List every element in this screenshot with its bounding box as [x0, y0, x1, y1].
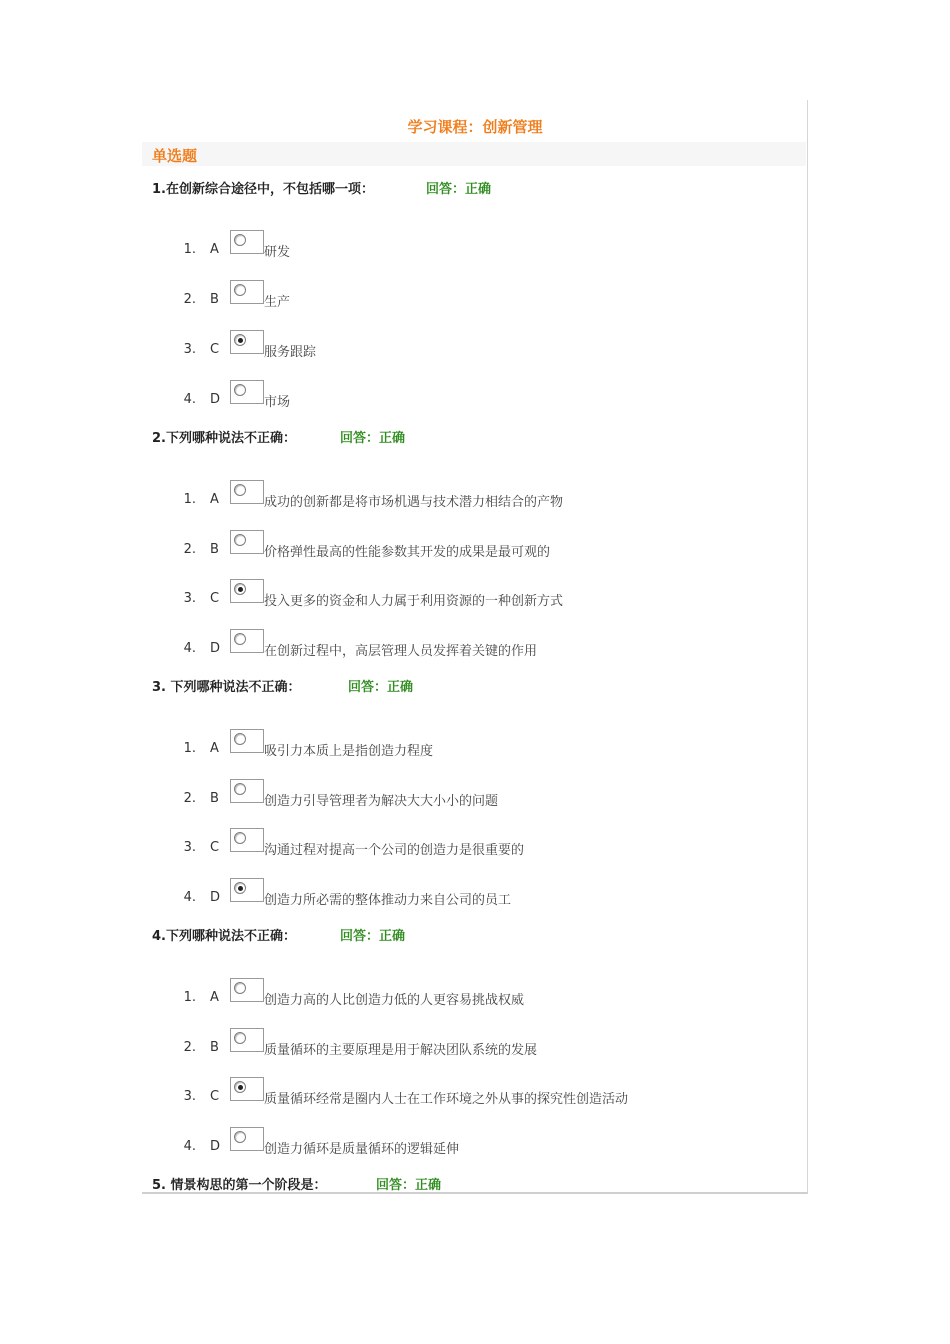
option-text: 生产: [264, 295, 291, 310]
radio-box: [230, 480, 264, 504]
option-number: 3.: [183, 1089, 196, 1104]
page-title: 学习课程：创新管理: [407, 118, 543, 136]
option-row[interactable]: [142, 880, 806, 906]
option-number: 4.: [183, 890, 196, 905]
option-letter: C: [210, 342, 220, 357]
radio-box: [230, 530, 264, 554]
question-prompt: 4.下列哪种说法不正确：: [152, 929, 296, 944]
option-letter: A: [210, 492, 219, 507]
option-number: 2.: [183, 791, 196, 806]
option-letter: C: [210, 591, 220, 606]
radio-button-selected[interactable]: [234, 882, 246, 894]
radio-box: [230, 579, 264, 603]
option-row[interactable]: [142, 1129, 806, 1155]
section-header-band: [142, 142, 806, 166]
option-row[interactable]: [142, 1030, 806, 1056]
option-row[interactable]: [142, 631, 806, 657]
quiz-panel: [142, 100, 808, 1194]
option-number: 3.: [183, 591, 196, 606]
option-number: 1.: [183, 741, 196, 756]
radio-box: [230, 729, 264, 753]
radio-button[interactable]: [234, 384, 246, 396]
option-row[interactable]: [142, 482, 806, 508]
option-number: 3.: [183, 840, 196, 855]
option-row[interactable]: [142, 332, 806, 358]
option-row[interactable]: [142, 382, 806, 408]
radio-button[interactable]: [234, 733, 246, 745]
radio-button[interactable]: [234, 633, 246, 645]
option-letter: B: [210, 1040, 219, 1055]
option-number: 4.: [183, 1139, 196, 1154]
answer-status: 回答：正确: [340, 431, 406, 446]
option-text: 服务跟踪: [264, 345, 317, 360]
answer-status: 回答：正确: [348, 680, 414, 695]
option-number: 4.: [183, 392, 196, 407]
option-letter: B: [210, 791, 219, 806]
option-text: 质量循环经常是圈内人士在工作环境之外从事的探究性创造活动: [264, 1092, 629, 1107]
option-number: 3.: [183, 342, 196, 357]
option-number: 1.: [183, 492, 196, 507]
option-letter: A: [210, 242, 219, 257]
option-letter: B: [210, 542, 219, 557]
option-text: 投入更多的资金和人力属于利用资源的一种创新方式: [264, 594, 564, 609]
option-row[interactable]: [142, 731, 806, 757]
option-text: 创造力高的人比创造力低的人更容易挑战权威: [264, 993, 525, 1008]
option-number: 4.: [183, 641, 196, 656]
option-text: 吸引力本质上是指创造力程度: [264, 744, 434, 759]
radio-button[interactable]: [234, 484, 246, 496]
radio-button-selected[interactable]: [234, 1081, 246, 1093]
option-text: 成功的创新都是将市场机遇与技术潜力相结合的产物: [264, 495, 564, 510]
question-prompt: 2.下列哪种说法不正确：: [152, 431, 296, 446]
radio-button[interactable]: [234, 783, 246, 795]
option-text: 研发: [264, 245, 291, 260]
option-text: 在创新过程中，高层管理人员发挥着关键的作用: [264, 644, 538, 659]
radio-box: [230, 629, 264, 653]
option-row[interactable]: [142, 830, 806, 856]
option-number: 2.: [183, 1040, 196, 1055]
radio-button-selected[interactable]: [234, 334, 246, 346]
option-letter: D: [210, 392, 221, 407]
radio-box: [230, 828, 264, 852]
radio-button[interactable]: [234, 982, 246, 994]
option-row[interactable]: [142, 282, 806, 308]
question-prompt: 3. 下列哪种说法不正确：: [152, 680, 301, 695]
option-row[interactable]: [142, 232, 806, 258]
option-letter: D: [210, 1139, 221, 1154]
radio-button[interactable]: [234, 534, 246, 546]
radio-box: [230, 330, 264, 354]
option-row[interactable]: [142, 581, 806, 607]
radio-box: [230, 1127, 264, 1151]
radio-button[interactable]: [234, 832, 246, 844]
radio-box: [230, 230, 264, 254]
radio-box: [230, 1028, 264, 1052]
radio-box: [230, 280, 264, 304]
radio-button[interactable]: [234, 1131, 246, 1143]
option-row[interactable]: [142, 781, 806, 807]
option-letter: C: [210, 1089, 220, 1104]
radio-box: [230, 878, 264, 902]
option-letter: A: [210, 990, 219, 1005]
radio-button-selected[interactable]: [234, 583, 246, 595]
question-prompt: 5. 情景构思的第一个阶段是：: [152, 1178, 327, 1193]
option-letter: C: [210, 840, 220, 855]
option-number: 2.: [183, 542, 196, 557]
answer-status: 回答：正确: [376, 1178, 442, 1193]
radio-button[interactable]: [234, 1032, 246, 1044]
section-title: 单选题: [152, 147, 198, 165]
option-letter: A: [210, 741, 219, 756]
option-text: 创造力引导管理者为解决大大小小的问题: [264, 794, 499, 809]
answer-status: 回答：正确: [426, 182, 492, 197]
option-number: 1.: [183, 990, 196, 1005]
option-text: 沟通过程对提高一个公司的创造力是很重要的: [264, 843, 525, 858]
option-letter: D: [210, 641, 221, 656]
option-number: 2.: [183, 292, 196, 307]
option-number: 1.: [183, 242, 196, 257]
radio-box: [230, 380, 264, 404]
radio-box: [230, 779, 264, 803]
question-prompt: 1.在创新综合途径中，不包括哪一项：: [152, 182, 374, 197]
option-text: 创造力所必需的整体推动力来自公司的员工: [264, 893, 512, 908]
option-row[interactable]: [142, 980, 806, 1006]
option-text: 市场: [264, 395, 291, 410]
radio-box: [230, 1077, 264, 1101]
radio-box: [230, 978, 264, 1002]
option-text: 质量循环的主要原理是用于解决团队系统的发展: [264, 1043, 538, 1058]
radio-button[interactable]: [234, 234, 246, 246]
option-letter: D: [210, 890, 221, 905]
option-text: 价格弹性最高的性能参数其开发的成果是最可观的: [264, 545, 551, 560]
option-row[interactable]: [142, 1079, 806, 1105]
option-letter: B: [210, 292, 219, 307]
radio-button[interactable]: [234, 284, 246, 296]
option-row[interactable]: [142, 532, 806, 558]
option-text: 创造力循环是质量循环的逻辑延伸: [264, 1142, 460, 1157]
answer-status: 回答：正确: [340, 929, 406, 944]
